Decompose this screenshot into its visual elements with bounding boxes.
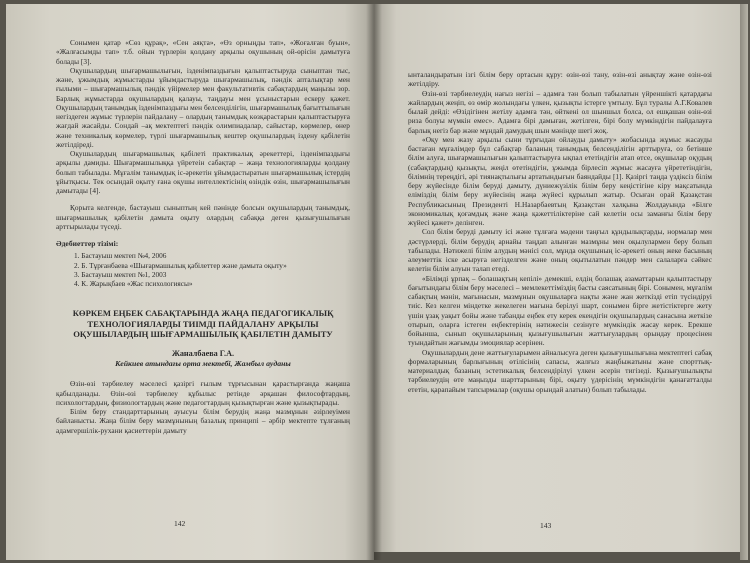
left-paragraph: Қорыта келгенде, бастауыш сыныптың кей пәнінде болсын оқушылардың танымдық, шығармашылық қабілетін дамыта оқыту олардың сабаққа деген қызығушылығын арттырылады түседі. (56, 203, 350, 231)
left-paragraph: Білім беру стандарттарының ауысуы білім берудің жаңа мазмұнын әзірлеуімен байланысты. Жаңа білім беру мазмұнының базалық принципі – әрбір мектепте тұлғаның адамгершілік-рухани қасиеттерін дамыту (56, 407, 350, 435)
right-paragraph: Сол білім беруді дамыту ісі және тұлғаға мәдени таңғыл құндылықтарды, нормалар мен дәстүрлерді, білім берудің арнайы таңдап алынған мазмұны мен оқылулармен беру болып табылады. Нәтижелі білім алудың мәнісі сол, мұнда оқушының іс-әрекеті оның жеке басының әлеуметтік іске асыруға негізделген және оның оқытылатын пәндер мен салаларға сәйкес келетін білім алуын талап етеді. (408, 227, 712, 274)
article-author: Жаналбаева Г.А. (171, 349, 235, 359)
open-book (6, 4, 748, 560)
reference-item: 1. Бастауыш мектеп №4, 2006 (74, 251, 167, 261)
reference-item: 3. Бастауыш мектеп №1, 2003 (74, 269, 167, 279)
page-edge (740, 4, 748, 560)
right-paragraph: Оқушылардың дене жаттығуларымен айналысуға деген қызығушылығына мектептегі сабақ формаларының барлығының өтілісінің сапасы, жалғыз жаңбыжатыны және спорттық-материалдық базаның эстетикалық белсендірілуі үлкен әсерін тигізеді. Қызығушылықты тәрбиелеудің өте маңызды шарттарының бірі, оқыту үдерісінің мүмкіндігін қанағатталды ететін, қарапайым тапсырмалар (оқушы орындай алатын) болып табылады. (408, 347, 712, 394)
book-gutter (366, 4, 382, 560)
article-affiliation: Кейкиев атындағы орта мектебі, Жамбыл ауданы (115, 359, 291, 369)
reference-item: 4. К. Жарықбаев «Жас психологиясы» (74, 279, 193, 288)
right-paragraph: Өзін-өзі тәрбиелеудің нағыз негізі – адамға тән болып табылатын үйреншікті қатардағы жайлардың жеңіп, өз өмір жолындағы үлкен, қызықты істерге үмтылу. Бұл туралы А.Г.Ковалев былай дейді: «Өзідігінен жетілу адамға тән, өйткені ол шыншыл болса, ол ешқашан өзін-өзі риза болуы мүмкін емес». Адамға бірі дамыған, жетілген, бірі болу мүмкіндігін пайдалауға барлық негіз бар және мұндай дамудың шын мәнінде шегі жоқ. (408, 88, 712, 135)
page-number: 143 (540, 521, 552, 530)
left-paragraph: Сонымен қатар «Сөз құрақ», «Сен аяқта», «Өз орныңды тап», «Жоғалған буын», «Жалғасымды тап» т.б. ойын түрлерін қолдану арқылы оқушының ой-өрісін дамытуға болады [3]. (56, 38, 350, 66)
spacer (56, 195, 350, 203)
spacer (56, 231, 350, 239)
right-page (374, 4, 748, 552)
left-page (6, 4, 374, 560)
right-paragraph: «Білімді ұрпақ – болашақтың кепілі» демекші, елдің болашақ азаматтарын қалыптастыру бағытындағы білім беру мәселесі – мемлекеттіміздің басты саясатының бірі. Сонымен, мұғалім сабақтың мәнін, мағынасын, мазмұнын оқушыларға нақты және жан жеткізді етіп түсіндіруі тиіс. Кез келген міндетке жекелеген мағына берілуі шарт, сонымен бірге жетістіктерге жету үшін ұзақ уақыт бойы және табанды еңбек ету керек екендігін оқушылардың санасына жеткізе отырып, оларға істеген еңбектерінің нәтижесін сезінуге мүмкіндік жасау керек. Ерекше бойынша, сынып оқушыларының қызығушылығын жаттығулардың орындау процесінен туындайтын жағымды эмоциялар әсерінен. (408, 273, 712, 348)
references-title: Әдебиеттер тізімі: (56, 239, 119, 248)
left-paragraph: Оқушылардың шығармашылығын, ізденімпаздығын қалыптастыруда сыныптан тыс, және, ұжымдық жұмыстарды ұйымдастыруда шығармашылық, пәндік апталықтар мен ғылыми – шығармашылық пәндік үйірмелер мен факультативтік сабақтардың маңызы зор. Барлық жұмыстарда оқушылардың қалауы, таңдауы мен ұсыныстарын ескеру қажет. Оқушылардың танымдық ізденімпаздығы мен белсенділігін, шығармашылық бағыттылығын негіздеген жұмыс түрлерін пайдалану – олардың танымдық көзқарастарын қалыптастыруға жағдай жасайды. Сондай –ақ мектептегі пәндік олимпиадалар, сайыстар, көрмелер, өнер және техникалық көрмелер, түрлі шығармашылық кештер оқушылардың іздену қабілетін жетілдіреді. (56, 65, 350, 149)
reference-item: 2. Б. Тұрғанбаева «Шығармашылық қабілеттер және дамыта оқыту» (74, 260, 287, 270)
right-paragraph: ынталандыратын ізгі білім беру ортасын құру: өзін-өзі тану, өзін-өзі анықтау және өзін-өзі жетілдіру. (408, 70, 712, 89)
left-paragraph: Оқушылардың шығармашылық қабілеті практикалық әрекеттері, ізденімпаздығы арқылы дамиды. Шығармашылыққа үйретеін сабақтар – жаңа технологияларды қолдану болып табылады. Мұғалім танымдық іс-әрекетін ұйымдастыратын шығармашылық істердің ұйытқысы. Тек осындай оқыту ғана оқушы интеллектісінің өзіндік өзін, шығармашылығын дамытады [4]. (56, 149, 350, 195)
right-paragraph: «Оқу мен жазу арқылы сыни тұрғыдан ойлауды дамыту» жобасында жұмыс жасауды бастаған мұғалімдер бұл сабақтар баланың танымдық белсенділігін арттыруға, оз бетінше білім алуға, шығармашылығын қалыптастыруға ықпал ететіндігін атап өтсе, оқушылар оқудың (сабақтардың) қызықты, жеңіл өтетіндігін, ұжымда бірлесіп жұмыс жасауға үйрететіндігін, білімнің тереңдігі, әрі тиянақтылығы артатындығын баяндайды [1]. Қазіргі таңда үздіксіз білім беру жүйесінде білім беруді дамыту, дүниежүзілік білім беру кеңістігіне кіру мақсатында еліміздің білім беру жүйесінің жаңа жүйесі құрылып жатыр. Осыған орай Қазақстан Республикасының Президенті Н.Назарбаевтың Қазақстан халқына Жолдауында «Білге экономикалық қоғамдық және жаңа қажеттіліктеріне сай келетін осы заманғы білім беру жүйесі қажет» делінген. (408, 134, 712, 227)
references-list (56, 251, 350, 288)
page-number: 142 (174, 519, 186, 528)
article-title: КӨРКЕМ ЕҢБЕК САБАҚТАРЫНДА ЖАҢА ПЕДАГОГИКАЛЫҚ ТЕХНОЛОГИЯЛАРДЫ ТИІМДІ ПАЙДАЛАНУ АРҚЫЛЫ ОҚУШЫЛАРДЫҢ ШЫҒАРМАШЫЛЫҚ ҚАБІЛЕТІН ДАМЫТУ (72, 308, 334, 340)
left-paragraph: Өзін-өзі тәрбиелеу мәселесі қазіргі ғылым тұрғысынан қарастырғанда жаңаша қабылданады. Өзін-өзі тәрбиелеу құбылыс ретінде әрқашан философтардың, психологтардың, физиологтардың және педагогтардың қызықтырған және қызықтырады. (56, 379, 350, 407)
